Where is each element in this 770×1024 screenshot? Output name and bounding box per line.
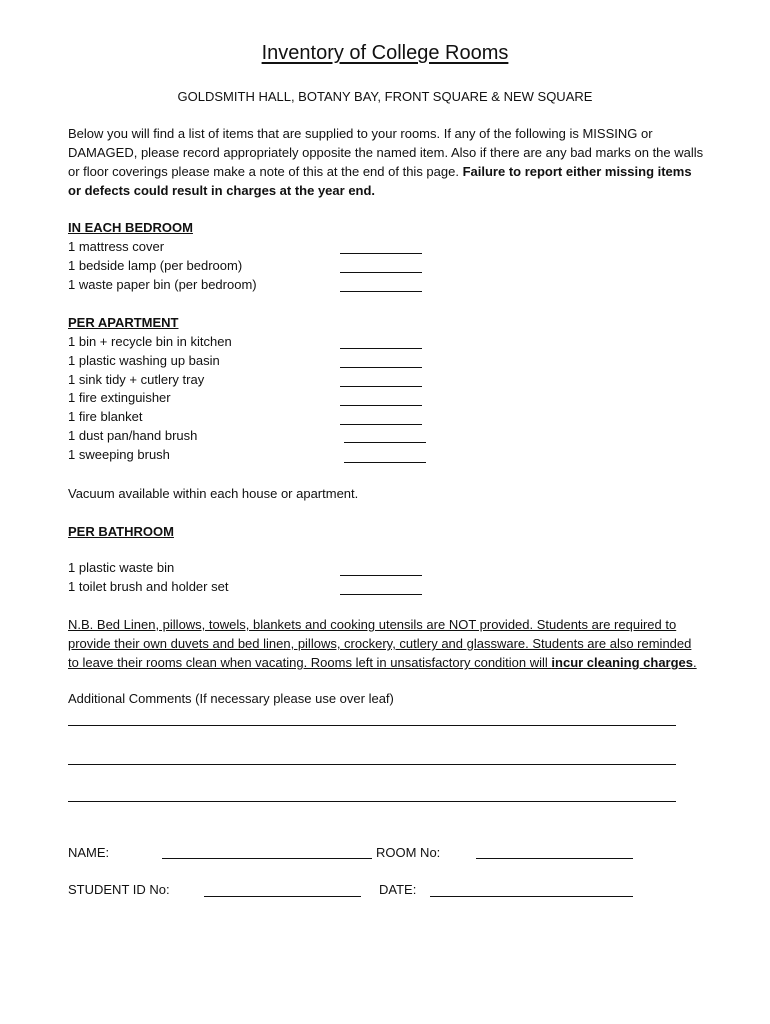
item-entry-line[interactable] [340,386,422,387]
item-entry-line[interactable] [340,291,422,292]
item-entry-line[interactable] [340,424,422,425]
item-entry-line[interactable] [340,272,422,273]
comment-line[interactable] [68,764,676,765]
list-item: 1 plastic washing up basin [68,353,220,368]
date-label: DATE: [379,882,417,897]
list-item: 1 toilet brush and holder set [68,579,229,594]
list-item: 1 mattress cover [68,239,165,254]
bedroom-heading: IN EACH BEDROOM [68,220,193,235]
vacuum-note: Vacuum available within each house or apartment. [68,486,359,501]
page-title: Inventory of College Rooms [261,42,509,64]
subtitle: GOLDSMITH HALL, BOTANY BAY, FRONT SQUARE & NEW SQUARE [177,89,593,104]
intro-warning: Failure to report either missing items or defects could result in charges at the year end. [68,164,692,198]
item-entry-line[interactable] [344,462,426,463]
comment-line[interactable] [68,801,676,802]
list-item: 1 dust pan/hand brush [68,428,198,443]
nb-end: . [693,655,697,670]
list-item: 1 bin + recycle bin in kitchen [68,334,232,349]
comment-line[interactable] [68,725,676,726]
item-entry-line[interactable] [340,348,422,349]
item-entry-line[interactable] [340,253,422,254]
student-id-field[interactable] [204,896,361,897]
student-id-label: STUDENT ID No: [68,882,170,897]
nb-text: N.B. Bed Linen, pillows, towels, blankets and cooking utensils are NOT provided. Students are required to provide their own duvets and bed linen, pillows, crockery, cutlery and glassware. Students are also reminded to leave their rooms clean when vacating. Rooms left in unsatisfactory condition will [68,617,692,670]
list-item: 1 fire blanket [68,409,143,424]
list-item: 1 bedside lamp (per bedroom) [68,258,243,273]
list-item: 1 sink tidy + cutlery tray [68,372,205,387]
date-field[interactable] [430,896,633,897]
item-entry-line[interactable] [344,442,426,443]
nb-warning: incur cleaning charges [551,655,694,670]
comments-label: Additional Comments (If necessary please use over leaf) [68,691,394,706]
intro-text: Below you will find a list of items that are supplied to your rooms. If any of the following is MISSING or DAMAGED, please record appropriately opposite the named item. Also if there are any bad marks on the walls or floor coverings please make a note of this at the end of this page. [68,126,704,179]
item-entry-line[interactable] [340,405,422,406]
list-item: 1 waste paper bin (per bedroom) [68,277,257,292]
list-item: 1 fire extinguisher [68,390,171,405]
name-field[interactable] [162,858,372,859]
item-entry-line[interactable] [340,367,422,368]
name-label: NAME: [68,845,110,860]
nb-note [68,615,700,672]
apartment-heading: PER APARTMENT [68,315,179,330]
room-label: ROOM No: [376,845,441,860]
list-item: 1 sweeping brush [68,447,170,462]
intro-paragraph [68,124,708,200]
bathroom-heading: PER BATHROOM [68,524,174,539]
item-entry-line[interactable] [340,575,422,576]
list-item: 1 plastic waste bin [68,560,175,575]
item-entry-line[interactable] [340,594,422,595]
room-field[interactable] [476,858,633,859]
